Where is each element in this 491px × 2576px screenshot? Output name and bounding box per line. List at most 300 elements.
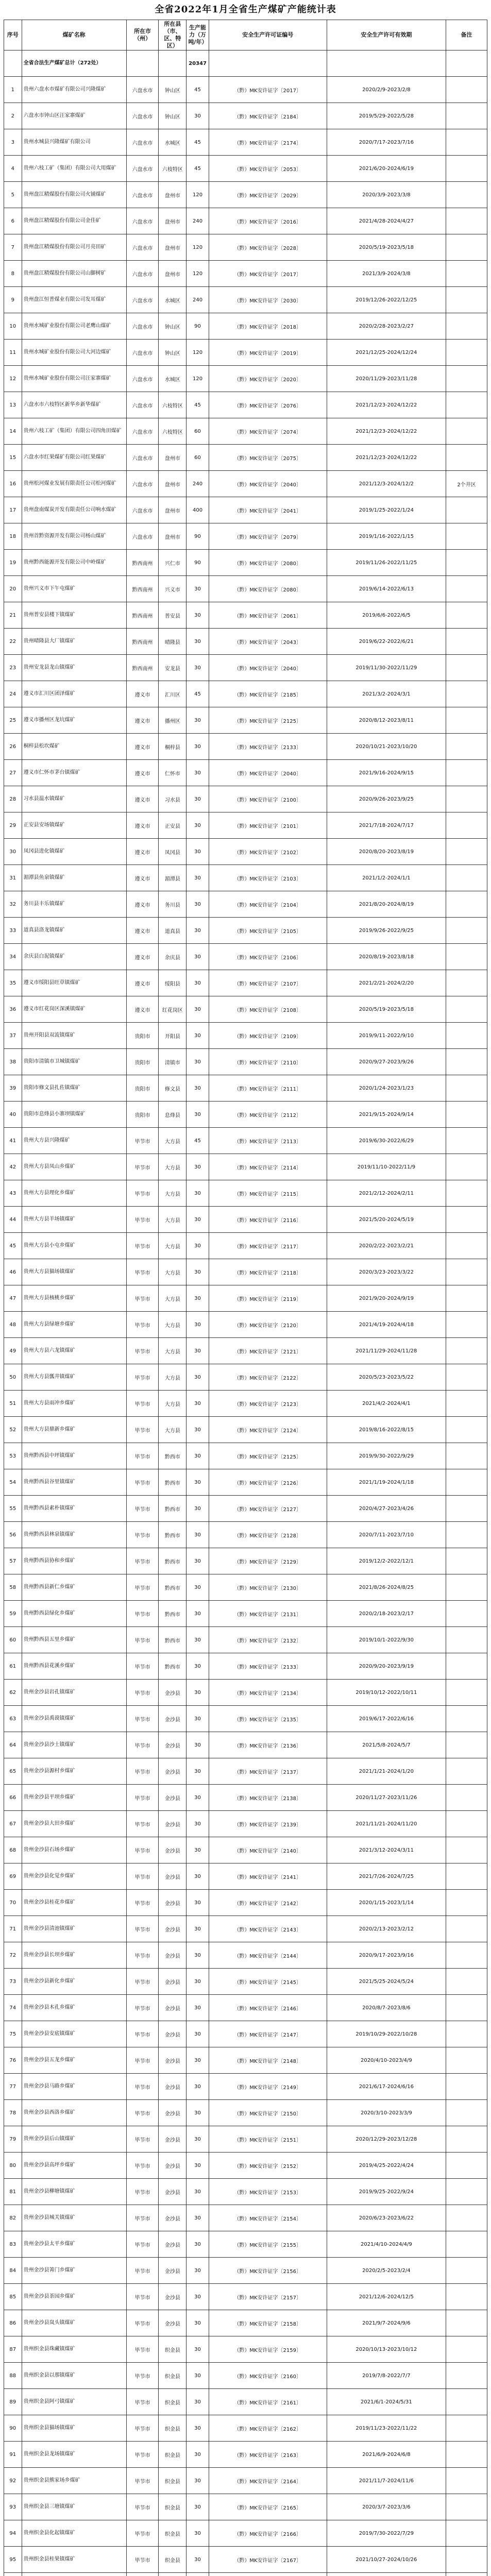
cell-validity: 2020/2/9-2023/2/8 [327,77,446,103]
cell-note [446,77,487,103]
cell-note [446,1890,487,1916]
cell-note [446,629,487,655]
table-row [4,1627,487,1653]
cell-name: 贵州开阳县双流镇煤矿 [22,1023,126,1049]
cell-seq: 87 [4,2336,22,2363]
cell-note [446,2284,487,2310]
cell-name: 遵义市仁怀市茅台镇煤矿 [22,760,126,786]
table-row [4,2021,487,2047]
cell-capacity: 30 [187,1496,209,1522]
cell-seq: 84 [4,2258,22,2284]
cell-capacity: 30 [187,2442,209,2468]
table-row [4,839,487,865]
cell-region: 黔西南州 [126,602,159,629]
cell-note [446,1653,487,1680]
cell-license: （黔）MK安许证字〔2028〕 [209,234,327,261]
cell-validity: 2020/2/22-2023/2/21 [327,1233,446,1259]
cell-county: 织金县 [159,2442,187,2468]
cell-name: 贵州六盘水市煤矿有限公司兴隆煤矿 [22,77,126,103]
cell-name: 贵州金沙县平坝乡煤矿 [22,1785,126,1811]
table-row [4,497,487,523]
cell-county: 金沙县 [159,2021,187,2047]
cell-region: 毕节市 [126,1863,159,1890]
cell-seq: 53 [4,1443,22,1469]
cell-county: 金沙县 [159,2153,187,2179]
cell-seq: 61 [4,1653,22,1680]
table-row [4,1207,487,1233]
cell-seq: 2 [4,103,22,129]
cell-county: 金沙县 [159,1942,187,1969]
table-row [4,1601,487,1627]
cell-region: 遵义市 [126,865,159,891]
header-validity: 安全生产许可有效期 [327,20,446,50]
cell-capacity: 30 [187,1443,209,1469]
cell-county: 六枝特区 [159,418,187,445]
table-row [4,2153,487,2179]
cell-validity: 2020/2/18-2023/2/17 [327,1601,446,1627]
table-row [4,2363,487,2389]
cell-region: 毕节市 [126,2231,159,2258]
cell-region: 毕节市 [126,1338,159,1364]
cell-license: （黔）MK安许证字〔2114〕 [209,1154,327,1180]
cell-seq: 49 [4,1338,22,1364]
cell-seq: 86 [4,2310,22,2336]
cell-capacity: 30 [187,2310,209,2336]
cell-county: 金沙县 [159,1706,187,1732]
cell-capacity: 30 [187,760,209,786]
cell-county: 修文县 [159,1075,187,1101]
cell-note [446,182,487,208]
cell-region: 毕节市 [126,2074,159,2100]
cell-name: 贵州盘江精煤股份有限公司月亮田矿 [22,234,126,261]
cell-capacity: 30 [187,1207,209,1233]
cell-name: 贵州普安县楼下镇煤矿 [22,602,126,629]
cell-capacity: 90 [187,313,209,340]
cell-note [446,1338,487,1364]
cell-seq: 8 [4,261,22,287]
cell-county: 黔西市 [159,1469,187,1496]
cell-license: （黔）MK安许证字〔2157〕 [209,2284,327,2310]
table-row [4,1391,487,1417]
cell-region: 遵义市 [126,996,159,1023]
cell-county: 六枝特区 [159,156,187,182]
cell-region: 黔西南州 [126,576,159,602]
cell-seq: 79 [4,2126,22,2153]
cell-capacity: 30 [187,655,209,681]
cell-license: （黔）MK安许证字〔2137〕 [209,1758,327,1785]
cell-capacity: 30 [187,891,209,918]
cell-region: 毕节市 [126,1969,159,1995]
cell-seq: 1 [4,77,22,103]
cell-validity: 2019/11/10-2022/11/9 [327,1154,446,1180]
cell-region: 毕节市 [126,1706,159,1732]
cell-name: 贵州大方县绿塘乡煤矿 [22,1312,126,1338]
cell-license: （黔）MK安许证字〔2133〕 [209,734,327,760]
table-row [4,1863,487,1890]
cell-validity: 2021/5/20-2024/5/19 [327,1207,446,1233]
cell-name: 贵阳市修文县扎佐镇煤矿 [22,1075,126,1101]
cell-county: 黔西市 [159,1653,187,1680]
cell-capacity: 120 [187,340,209,366]
cell-name: 贵州织金县龙场镇煤矿 [22,2442,126,2468]
cell-seq: 14 [4,418,22,445]
cell-validity: 2019/6/17-2022/6/16 [327,1706,446,1732]
cell-validity: 2019/9/30-2022/9/29 [327,1443,446,1469]
cell-name: 习水县温水镇煤矿 [22,786,126,812]
cell-license: （黔）MK安许证字〔2142〕 [209,1890,327,1916]
cell-license: （黔）MK安许证字〔2184〕 [209,103,327,129]
cell-validity: 2020/5/19-2023/5/18 [327,996,446,1023]
cell-license [209,2573,327,2576]
table-row [4,103,487,129]
cell-region: 六盘水市 [126,418,159,445]
cell-note [446,1995,487,2021]
cell-validity: 2021/3/2-2024/3/1 [327,681,446,707]
cell-seq: 54 [4,1469,22,1496]
cell-note [446,2258,487,2284]
cell-license: （黔）MK安许证字〔2124〕 [209,1417,327,1443]
cell-validity: 2021/12/3-2024/12/2 [327,471,446,497]
table-row [4,182,487,208]
cell-note [446,970,487,996]
cell-license: （黔）MK安许证字〔2125〕 [209,707,327,734]
cell-validity: 2019/6/22-2022/6/21 [327,629,446,655]
cell-note [446,1259,487,1285]
cell-region: 毕节市 [126,1627,159,1653]
cell-region: 毕节市 [126,1522,159,1548]
table-row [4,1259,487,1285]
table-row [4,1312,487,1338]
summary-capacity: 20347 [187,50,209,77]
cell-county: 大方县 [159,1391,187,1417]
cell-region: 遵义市 [126,707,159,734]
cell-validity: 2021/3/9-2024/3/8 [327,261,446,287]
cell-validity: 2021/4/10-2024/4/9 [327,2231,446,2258]
cell-validity: 2019/11/23-2022/11/22 [327,2415,446,2442]
cell-region: 毕节市 [126,1364,159,1391]
cell-seq: 74 [4,1995,22,2021]
cell-note [446,2179,487,2205]
cell-license: （黔）MK安许证字〔2075〕 [209,445,327,471]
cell-name: 贵州金沙县木孔乡煤矿 [22,1995,126,2021]
cell-seq: 23 [4,655,22,681]
cell-note [446,2336,487,2363]
table-row [4,366,487,392]
cell-license: （黔）MK安许证字〔2147〕 [209,2021,327,2047]
cell-note [446,1443,487,1469]
cell-county: 金沙县 [159,2074,187,2100]
cell-name: 贵州大方县猫场镇煤矿 [22,1259,126,1285]
cell-note [446,313,487,340]
cell-seq: 47 [4,1285,22,1312]
cell-county: 金沙县 [159,1916,187,1942]
cell-note [446,2126,487,2153]
cell-county: 大方县 [159,1417,187,1443]
header-name: 煤矿名称 [22,20,126,50]
cell-region: 毕节市 [126,1785,159,1811]
cell-name: 贵州六枝工矿（集团）有限公司四角田煤矿 [22,418,126,445]
table-row [4,602,487,629]
cell-county: 钟山区 [159,313,187,340]
table-row [4,1049,487,1075]
cell-seq: 46 [4,1259,22,1285]
cell-note [446,2074,487,2100]
header-seq: 序号 [4,20,22,50]
cell-region: 毕节市 [126,2021,159,2047]
cell-license: （黔）MK安许证字〔2152〕 [209,2153,327,2179]
table-row [4,2442,487,2468]
cell-license: （黔）MK安许证字〔2018〕 [209,313,327,340]
cell-note [446,1837,487,1863]
cell-validity: 2021/9/7-2024/9/6 [327,2310,446,2336]
cell-license: （黔）MK安许证字〔2154〕 [209,2205,327,2231]
cell-seq: 18 [4,523,22,550]
cell-note [446,2153,487,2179]
cell-note [446,2520,487,2547]
cell-validity: 2021/12/6-2024/12/5 [327,2284,446,2310]
cell-capacity: 30 [187,1391,209,1417]
cell-seq: 37 [4,1023,22,1049]
table-row [4,418,487,445]
cell-license: （黔）MK安许证字〔2117〕 [209,1233,327,1259]
cell-county: 钟山区 [159,340,187,366]
cell-license: （黔）MK安许证字〔2110〕 [209,1049,327,1075]
cell-seq: 42 [4,1154,22,1180]
cell-validity: 2021/7/26-2024/7/25 [327,1863,446,1890]
cell-county [159,2573,187,2576]
summary-validity [327,50,446,77]
cell-capacity: 120 [187,366,209,392]
cell-license: （黔）MK安许证字〔2019〕 [209,340,327,366]
cell-name: 贵州大方县理化乡煤矿 [22,1180,126,1207]
cell-seq: 5 [4,182,22,208]
cell-license: （黔）MK安许证字〔2125〕 [209,1443,327,1469]
cell-name: 贵州金沙县安底镇煤矿 [22,2021,126,2047]
summary-license [209,50,327,77]
cell-note [446,497,487,523]
cell-capacity: 45 [187,392,209,418]
coal-mine-table [4,20,487,2576]
cell-validity: 2021/4/2-2024/4/1 [327,1391,446,1417]
cell-note [446,734,487,760]
cell-note [446,602,487,629]
cell-seq: 32 [4,891,22,918]
cell-seq: 50 [4,1364,22,1391]
cell-name: 贵州大方县凤山乡煤矿 [22,1154,126,1180]
cell-license: （黔）MK安许证字〔2115〕 [209,1180,327,1207]
cell-name: 贵州黔西县林泉镇煤矿 [22,1522,126,1548]
cell-region: 黔西南州 [126,550,159,576]
table-row [4,576,487,602]
cell-region: 毕节市 [126,2494,159,2520]
cell-validity: 2021/1/2-2024/1/1 [327,865,446,891]
cell-region: 毕节市 [126,1916,159,1942]
cell-county: 晴隆县 [159,629,187,655]
cell-validity: 2020/7/17-2023/7/16 [327,129,446,156]
cell-capacity: 30 [187,1285,209,1312]
cell-seq: 36 [4,996,22,1023]
cell-capacity: 30 [187,1601,209,1627]
cell-license: （黔）MK安许证字〔2134〕 [209,1680,327,1706]
cell-county: 黔西市 [159,1548,187,1574]
cell-note [446,1627,487,1653]
cell-county: 仁怀市 [159,760,187,786]
cell-county: 息烽县 [159,1101,187,1128]
cell-name: 贵州织金县以那镇煤矿 [22,2363,126,2389]
cell-validity: 2021/11/7-2024/11/6 [327,2468,446,2494]
cell-note [446,1391,487,1417]
table-row [4,129,487,156]
cell-validity: 2021/1/19-2024/1/18 [327,1469,446,1496]
cell-name: 贵州首黔资源开发有限公司杨山煤矿 [22,523,126,550]
cell-note [446,1522,487,1548]
cell-seq: 88 [4,2363,22,2389]
cell-seq: 25 [4,707,22,734]
cell-capacity: 90 [187,550,209,576]
cell-capacity: 30 [187,1732,209,1758]
cell-seq: 58 [4,1574,22,1601]
cell-seq: 15 [4,445,22,471]
cell-capacity: 30 [187,1969,209,1995]
cell-region: 毕节市 [126,2336,159,2363]
cell-county: 金沙县 [159,2205,187,2231]
cell-seq: 34 [4,944,22,970]
cell-seq: 94 [4,2520,22,2547]
cell-region: 遵义市 [126,944,159,970]
cell-seq: 52 [4,1417,22,1443]
cell-validity: 2020/11/29-2023/11/28 [327,366,446,392]
cell-license: （黔）MK安许证字〔2141〕 [209,1863,327,1890]
cell-note [446,2047,487,2074]
cell-name: 贵州金沙县岚头镇煤矿 [22,2310,126,2336]
cell-region: 遵义市 [126,970,159,996]
cell-validity: 2020/4/27-2023/4/26 [327,1496,446,1522]
table-row [4,445,487,471]
cell-capacity: 45 [187,1128,209,1154]
cell-county: 金沙县 [159,1758,187,1785]
cell-region: 毕节市 [126,1128,159,1154]
cell-validity: 2020/5/19-2023/5/18 [327,234,446,261]
cell-license: （黔）MK安许证字〔2040〕 [209,760,327,786]
table-row [4,471,487,497]
cell-name: 贵州大方县羊场镇煤矿 [22,1207,126,1233]
cell-note [446,1916,487,1942]
cell-license: （黔）MK安许证字〔2132〕 [209,1627,327,1653]
cell-capacity: 30 [187,707,209,734]
cell-capacity: 30 [187,1548,209,1574]
cell-license: （黔）MK安许证字〔2107〕 [209,970,327,996]
cell-seq: 3 [4,129,22,156]
table-row [4,970,487,996]
cell-name: 贵州大方县瓢井镇煤矿 [22,1364,126,1391]
cell-license: （黔）MK安许证字〔2153〕 [209,2179,327,2205]
cell-name: 贵州黔西县中坪镇煤矿 [22,1443,126,1469]
cell-capacity: 30 [187,970,209,996]
cell-region: 毕节市 [126,1890,159,1916]
cell-note [446,681,487,707]
cell-seq: 91 [4,2442,22,2468]
cell-license: （黔）MK安许证字〔2151〕 [209,2126,327,2153]
cell-license: （黔）MK安许证字〔2109〕 [209,1023,327,1049]
cell-capacity: 30 [187,1811,209,1837]
cell-name: 贵州金沙县茶园乡煤矿 [22,2284,126,2310]
table-row [4,1680,487,1706]
cell-note [446,2442,487,2468]
table-row [4,1338,487,1364]
cell-county: 兴义市 [159,576,187,602]
cell-name: 贵州织金县阿弓镇煤矿 [22,2389,126,2415]
cell-name: 凤冈县进化镇煤矿 [22,839,126,865]
cell-license: （黔）MK安许证字〔2150〕 [209,2100,327,2126]
cell-region: 毕节市 [126,1285,159,1312]
cell-capacity: 30 [187,944,209,970]
cell-license: （黔）MK安许证字〔2145〕 [209,1969,327,1995]
cell-license: （黔）MK安许证字〔2128〕 [209,1522,327,1548]
cell-name: 贵州织金县化起镇煤矿 [22,2520,126,2547]
cell-capacity: 30 [187,1916,209,1942]
cell-license: （黔）MK安许证字〔2185〕 [209,681,327,707]
cell-region: 贵阳市 [126,1023,159,1049]
cell-name: 贵州金沙县长坝乡煤矿 [22,1942,126,1969]
table-row [4,918,487,944]
cell-region: 六盘水市 [126,471,159,497]
cell-name: 贵州盘江精煤股份有限公司火铺煤矿 [22,182,126,208]
cell-note [446,918,487,944]
cell-note [446,2494,487,2520]
table-row [4,1942,487,1969]
cell-seq: 55 [4,1496,22,1522]
cell-validity: 2020/8/19-2023/8/18 [327,944,446,970]
cell-validity: 2021/2/21-2024/2/20 [327,970,446,996]
cell-county: 红花岗区 [159,996,187,1023]
table-row [4,1128,487,1154]
cell-name: 贵州金沙县后山镇煤矿 [22,2126,126,2153]
cell-name: 贵州水城矿业股份有限公司大河边煤矿 [22,340,126,366]
cell-note [446,1785,487,1811]
table-row [4,1417,487,1443]
cell-region: 毕节市 [126,1469,159,1496]
cell-validity: 2021/12/25-2024/12/24 [327,340,446,366]
cell-seq: 41 [4,1128,22,1154]
cell-county: 习水县 [159,786,187,812]
cell-license: （黔）MK安许证字〔2138〕 [209,1785,327,1811]
cell-county: 金沙县 [159,1811,187,1837]
cell-note [446,1285,487,1312]
cell-validity: 2020/3/7-2023/3/6 [327,2494,446,2520]
table-row [4,1732,487,1758]
cell-validity: 2019/12/26-2022/12/25 [327,287,446,313]
cell-note [446,1758,487,1785]
cell-county: 大方县 [159,1233,187,1259]
cell-county: 钟山区 [159,103,187,129]
table-row [4,2205,487,2231]
cell-validity: 2019/9/11-2022/9/10 [327,1023,446,1049]
cell-name: 贵州大方县小屯乡煤矿 [22,1233,126,1259]
cell-license: （黔）MK安许证字〔2016〕 [209,208,327,234]
cell-region: 遵义市 [126,681,159,707]
cell-license: （黔）MK安许证字〔2017〕 [209,261,327,287]
table-row [4,1548,487,1574]
cell-capacity: 30 [187,1259,209,1285]
cell-seq: 38 [4,1049,22,1075]
cell-name: 贵州金沙县清池镇煤矿 [22,1916,126,1942]
cell-license: （黔）MK安许证字〔2135〕 [209,1706,327,1732]
cell-region: 六盘水市 [126,234,159,261]
cell-license: （黔）MK安许证字〔2119〕 [209,1285,327,1312]
cell-validity: 2021/12/23-2024/12/22 [327,418,446,445]
cell-seq: 43 [4,1180,22,1207]
cell-seq: 57 [4,1548,22,1574]
